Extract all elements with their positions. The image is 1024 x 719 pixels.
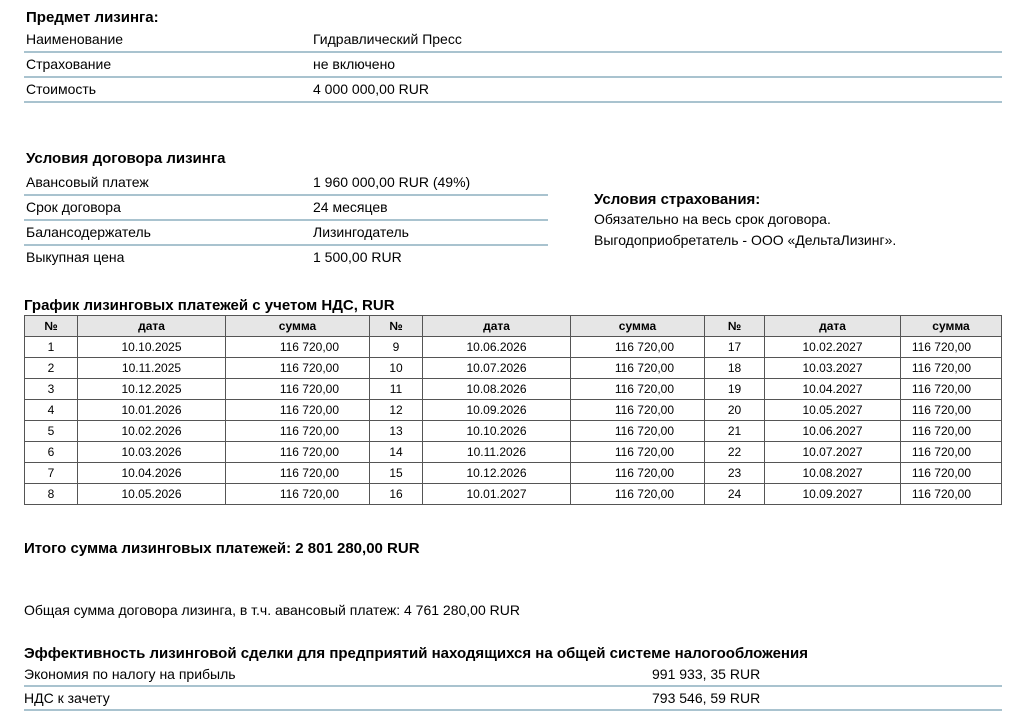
divider (24, 685, 1002, 687)
contract-value-buyout: 1 500,00 RUR (313, 249, 402, 265)
cell-num: 12 (370, 400, 423, 421)
header-num: № (705, 316, 765, 337)
cell-date: 10.02.2027 (765, 337, 901, 358)
cell-num: 10 (370, 358, 423, 379)
cell-sum: 116 720,00 (901, 421, 1002, 442)
cell-date: 10.02.2026 (78, 421, 226, 442)
schedule-title: График лизинговых платежей с учетом НДС, RUR (24, 297, 395, 314)
cell-date: 10.11.2026 (423, 442, 571, 463)
cell-date: 10.06.2027 (765, 421, 901, 442)
cell-sum: 116 720,00 (226, 421, 370, 442)
contract-value-holder: Лизингодатель (313, 224, 409, 240)
cell-sum: 116 720,00 (901, 400, 1002, 421)
contract-label-buyout: Выкупная цена (26, 249, 125, 265)
cell-num: 7 (25, 463, 78, 484)
cell-date: 10.04.2026 (78, 463, 226, 484)
cell-num: 2 (25, 358, 78, 379)
table-row (25, 358, 1002, 379)
table-row (25, 379, 1002, 400)
cell-num: 16 (370, 484, 423, 505)
cell-sum: 116 720,00 (901, 463, 1002, 484)
insurance-title: Условия страхования: (594, 191, 761, 208)
cell-sum: 116 720,00 (226, 358, 370, 379)
subject-label-insurance: Страхование (26, 56, 112, 72)
contract-value-term: 24 месяцев (313, 199, 388, 215)
contract-label-holder: Балансодержатель (26, 224, 151, 240)
cell-sum: 116 720,00 (226, 463, 370, 484)
table-row (25, 442, 1002, 463)
cell-num: 9 (370, 337, 423, 358)
cell-sum: 116 720,00 (901, 337, 1002, 358)
divider (24, 244, 548, 246)
cell-num: 11 (370, 379, 423, 400)
cell-num: 4 (25, 400, 78, 421)
header-sum: сумма (901, 316, 1002, 337)
cell-date: 10.12.2026 (423, 463, 571, 484)
subject-title: Предмет лизинга: (26, 9, 159, 26)
divider (24, 76, 1002, 78)
subject-value-name: Гидравлический Пресс (313, 31, 462, 47)
contract-value-advance: 1 960 000,00 RUR (49%) (313, 174, 471, 190)
cell-sum: 116 720,00 (571, 421, 705, 442)
cell-sum: 116 720,00 (901, 379, 1002, 400)
cell-sum: 116 720,00 (571, 337, 705, 358)
table-row (25, 463, 1002, 484)
contract-label-term: Срок договора (26, 199, 121, 215)
cell-date: 10.06.2026 (423, 337, 571, 358)
contract-title: Условия договора лизинга (26, 150, 226, 167)
cell-num: 5 (25, 421, 78, 442)
cell-num: 22 (705, 442, 765, 463)
contract-label-advance: Авансовый платеж (26, 174, 149, 190)
cell-date: 10.08.2027 (765, 463, 901, 484)
cell-num: 3 (25, 379, 78, 400)
table-row (25, 337, 1002, 358)
cell-sum: 116 720,00 (571, 400, 705, 421)
cell-date: 10.07.2027 (765, 442, 901, 463)
cell-date: 10.05.2026 (78, 484, 226, 505)
table-row (25, 484, 1002, 505)
cell-date: 10.09.2027 (765, 484, 901, 505)
table-row (25, 421, 1002, 442)
header-num: № (370, 316, 423, 337)
header-num: № (25, 316, 78, 337)
cell-num: 18 (705, 358, 765, 379)
divider (24, 194, 548, 196)
divider (24, 51, 1002, 53)
cell-date: 10.01.2026 (78, 400, 226, 421)
efficiency-title: Эффективность лизинговой сделки для предприятий находящихся на общей системе налогообложения (24, 645, 808, 662)
insurance-line-2: Выгодоприобретатель - ООО «ДельтаЛизинг». (594, 232, 897, 248)
cell-num: 20 (705, 400, 765, 421)
cell-sum: 116 720,00 (901, 484, 1002, 505)
header-date: дата (765, 316, 901, 337)
schedule-header-row (25, 316, 1002, 337)
cell-num: 19 (705, 379, 765, 400)
cell-num: 24 (705, 484, 765, 505)
insurance-line-1: Обязательно на весь срок договора. (594, 211, 831, 227)
cell-date: 10.04.2027 (765, 379, 901, 400)
cell-num: 14 (370, 442, 423, 463)
header-sum: сумма (226, 316, 370, 337)
efficiency-label-profit-tax: Экономия по налогу на прибыль (24, 666, 236, 682)
contract-total: Общая сумма договора лизинга, в т.ч. авансовый платеж: 4 761 280,00 RUR (24, 602, 520, 618)
cell-date: 10.03.2027 (765, 358, 901, 379)
divider (24, 219, 548, 221)
cell-date: 10.01.2027 (423, 484, 571, 505)
cell-date: 10.08.2026 (423, 379, 571, 400)
cell-num: 23 (705, 463, 765, 484)
divider (24, 101, 1002, 103)
cell-sum: 116 720,00 (226, 442, 370, 463)
cell-sum: 116 720,00 (901, 442, 1002, 463)
subject-label-name: Наименование (26, 31, 124, 47)
subject-label-cost: Стоимость (26, 81, 97, 97)
cell-date: 10.03.2026 (78, 442, 226, 463)
cell-sum: 116 720,00 (571, 463, 705, 484)
cell-date: 10.10.2026 (423, 421, 571, 442)
cell-num: 8 (25, 484, 78, 505)
efficiency-value-vat: 793 546, 59 RUR (652, 690, 761, 706)
cell-num: 21 (705, 421, 765, 442)
cell-date: 10.07.2026 (423, 358, 571, 379)
cell-num: 6 (25, 442, 78, 463)
cell-date: 10.12.2025 (78, 379, 226, 400)
cell-sum: 116 720,00 (901, 358, 1002, 379)
cell-sum: 116 720,00 (226, 337, 370, 358)
header-date: дата (78, 316, 226, 337)
cell-date: 10.11.2025 (78, 358, 226, 379)
header-sum: сумма (571, 316, 705, 337)
efficiency-value-profit-tax: 991 933, 35 RUR (652, 666, 761, 682)
header-date: дата (423, 316, 571, 337)
payments-total: Итого сумма лизинговых платежей: 2 801 280,00 RUR (24, 540, 420, 557)
cell-date: 10.05.2027 (765, 400, 901, 421)
subject-value-insurance: не включено (313, 56, 396, 72)
efficiency-label-vat: НДС к зачету (24, 690, 110, 706)
divider (24, 709, 1002, 711)
cell-date: 10.09.2026 (423, 400, 571, 421)
cell-sum: 116 720,00 (226, 400, 370, 421)
cell-num: 17 (705, 337, 765, 358)
cell-num: 13 (370, 421, 423, 442)
cell-num: 15 (370, 463, 423, 484)
cell-date: 10.10.2025 (78, 337, 226, 358)
cell-num: 1 (25, 337, 78, 358)
cell-sum: 116 720,00 (226, 379, 370, 400)
cell-sum: 116 720,00 (571, 442, 705, 463)
table-row (25, 400, 1002, 421)
subject-value-cost: 4 000 000,00 RUR (313, 81, 429, 97)
schedule-table (24, 315, 1002, 505)
cell-sum: 116 720,00 (571, 358, 705, 379)
cell-sum: 116 720,00 (226, 484, 370, 505)
cell-sum: 116 720,00 (571, 379, 705, 400)
cell-sum: 116 720,00 (571, 484, 705, 505)
